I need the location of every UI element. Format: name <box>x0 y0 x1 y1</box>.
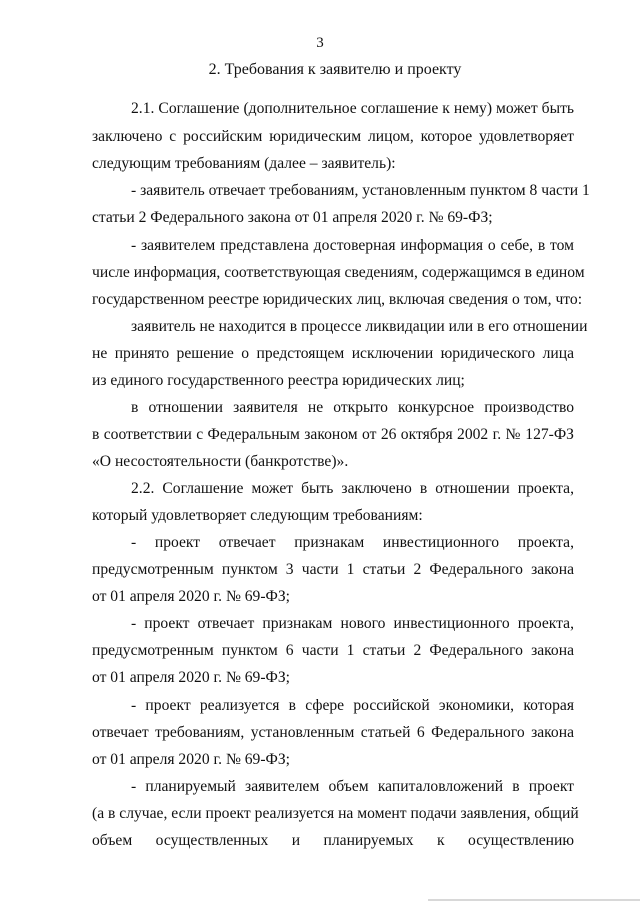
text-line: который удовлетворяет следующим требованиям: <box>92 507 423 524</box>
text-line: - проект отвечает признакам нового инвестиционного проекта, <box>131 615 574 632</box>
text-line: предусмотренным пунктом 3 части 1 статьи 2 Федерального закона <box>92 561 574 578</box>
text-line: статьи 2 Федерального закона от 01 апреля 2020 г. № 69-ФЗ; <box>92 209 493 226</box>
text-line: от 01 апреля 2020 г. № 69-ФЗ; <box>92 588 290 605</box>
text-line: «О несостоятельности (банкротстве)». <box>92 453 349 470</box>
text-line: следующим требованиям (далее – заявитель): <box>92 155 396 172</box>
scan-edge-mark <box>428 899 640 901</box>
text-line: от 01 апреля 2020 г. № 69-ФЗ; <box>92 669 290 686</box>
text-line: не принято решение о предстоящем исключении юридического лица <box>92 345 574 362</box>
text-line: 2.2. Соглашение может быть заключено в отношении проекта, <box>131 480 574 497</box>
text-line: отвечает требованиям, установленным статьей 6 Федерального закона <box>92 724 574 741</box>
text-line: предусмотренным пунктом 6 части 1 статьи 2 Федерального закона <box>92 642 574 659</box>
text-line: государственном реестре юридических лиц, включая сведения о том, что: <box>92 291 583 308</box>
text-line: числе информация, соответствующая сведениям, содержащимся в едином <box>92 264 585 281</box>
text-line: (а в случае, если проект реализуется на момент подачи заявления, общий <box>92 805 579 822</box>
text-line: - проект реализуется в сфере российской экономики, которая <box>131 697 574 714</box>
text-line: - планируемый заявителем объем капиталовложений в проект <box>131 778 574 795</box>
text-line: из единого государственного реестра юридических лиц; <box>92 372 465 389</box>
text-line: объем осуществленных и планируемых к осуществлению <box>92 832 574 849</box>
text-line: 2.1. Соглашение (дополнительное соглашение к нему) может быть <box>131 100 574 117</box>
text-line: заключено с российским юридическим лицом, которое удовлетворяет <box>92 128 574 145</box>
text-line: заявитель не находится в процессе ликвидации или в его отношении <box>131 318 588 335</box>
text-line: в соответствии с Федеральным законом от 26 октября 2002 г. № 127-ФЗ <box>92 426 574 443</box>
text-line: - заявитель отвечает требованиям, установленным пунктом 8 части 1 <box>131 182 590 199</box>
text-line: - заявителем представлена достоверная информация о себе, в том <box>131 237 574 254</box>
section-title: 2. Требования к заявителю и проекту <box>208 61 462 78</box>
page-number: 3 <box>316 35 324 51</box>
text-line: в отношении заявителя не открыто конкурсное производство <box>131 399 574 416</box>
text-line: - проект отвечает признакам инвестиционного проекта, <box>131 534 574 551</box>
text-line: от 01 апреля 2020 г. № 69-ФЗ; <box>92 751 290 768</box>
